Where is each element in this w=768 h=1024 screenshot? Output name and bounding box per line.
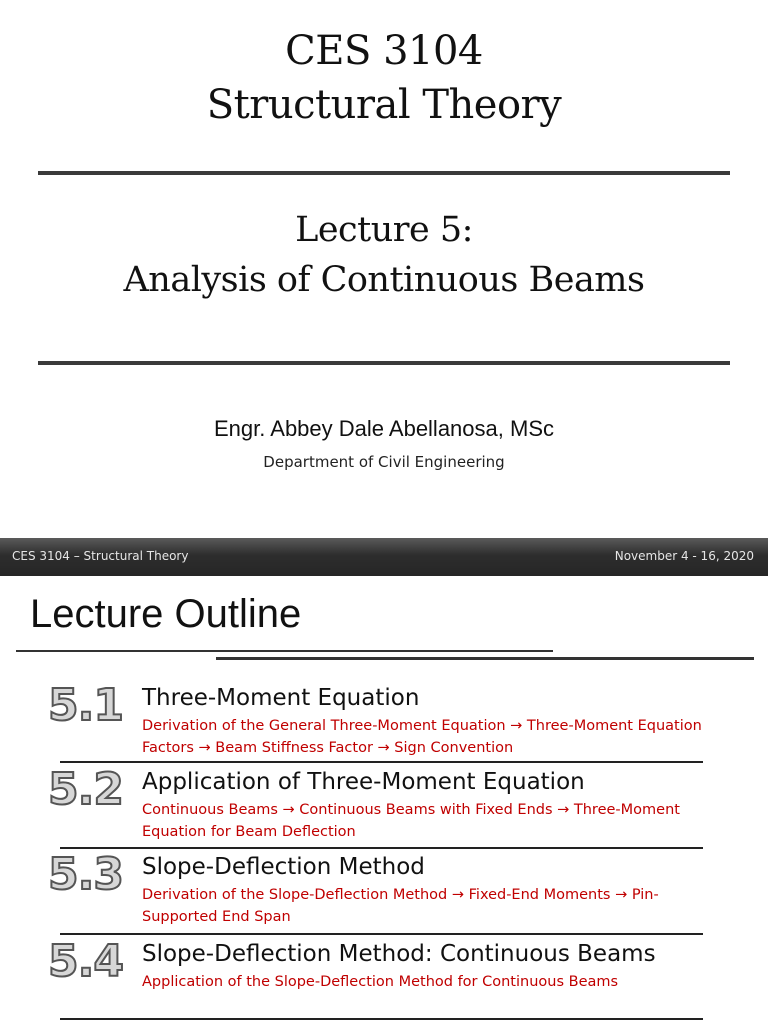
course-code: CES 3104	[285, 28, 483, 74]
outline-item-subtopics: Continuous Beams → Continuous Beams with Fixed Ends → Three-Moment Equation for Beam Deflection	[142, 802, 680, 840]
footer-course-label: CES 3104 – Structural Theory	[12, 549, 189, 563]
outline-item-heading: Three-Moment Equation	[142, 685, 420, 711]
outline-item-subtopics: Derivation of the General Three-Moment Equation → Three-Moment Equation Factors → Beam Stiffness Factor → Sign Convention	[142, 718, 702, 756]
outline-slide	[0, 576, 768, 1024]
outline-item-divider	[60, 933, 703, 935]
slide-footer-bar	[0, 538, 768, 576]
outline-item-number: 5.2	[48, 764, 123, 815]
author-name: Engr. Abbey Dale Abellanosa, MSc	[214, 416, 554, 441]
outline-item-divider	[60, 847, 703, 849]
lecture-topic: Analysis of Continuous Beams	[123, 260, 645, 300]
lecture-number: Lecture 5:	[295, 210, 473, 250]
outline-item-heading: Application of Three-Moment Equation	[142, 769, 585, 795]
outline-item-number: 5.1	[48, 680, 123, 731]
department-name: Department of Civil Engineering	[263, 453, 505, 471]
outline-item-subtopics: Derivation of the Slope-Deflection Method → Fixed-End Moments → Pin-Supported End Span	[142, 887, 659, 925]
outline-item-heading: Slope-Deflection Method: Continuous Beams	[142, 941, 656, 967]
course-name: Structural Theory	[206, 82, 562, 128]
outline-title-underline-offset	[216, 657, 754, 660]
outline-item-number: 5.3	[48, 849, 123, 900]
outline-item-divider	[60, 761, 703, 763]
title-divider-bottom	[38, 361, 730, 365]
outline-title: Lecture Outline	[30, 592, 302, 636]
outline-item-divider	[60, 1018, 703, 1020]
outline-title-underline	[16, 650, 553, 652]
outline-item-number: 5.4	[48, 936, 123, 987]
footer-date: November 4 - 16, 2020	[614, 549, 754, 563]
outline-item-heading: Slope-Deflection Method	[142, 854, 425, 880]
outline-item-subtopics: Application of the Slope-Deflection Method for Continuous Beams	[142, 974, 619, 990]
title-divider-top	[38, 171, 730, 175]
